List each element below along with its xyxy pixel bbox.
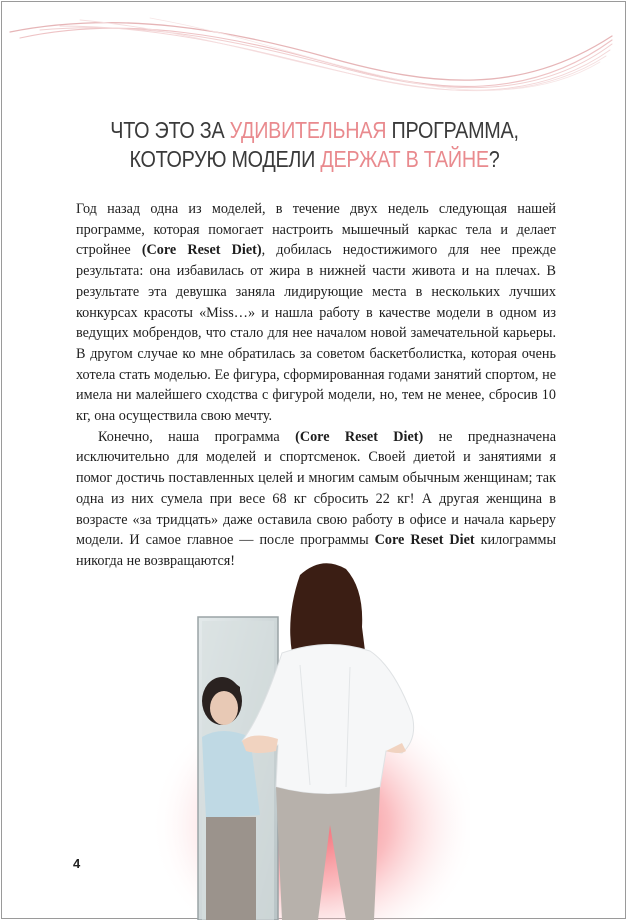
title-text: КОТОРУЮ МОДЕЛИ — [129, 146, 321, 172]
paragraph-1 — [76, 199, 556, 427]
paragraph-text: килограммы никогда не возвращаются! — [76, 532, 556, 569]
paragraph-2 — [76, 427, 556, 572]
title-line-1 — [44, 116, 585, 145]
paragraph-text: , добилась недостижимого для нее прежде результата: она избавилась от жира в нижней части живота и на плечах. В результате эта девушка заняла лидирующие места в нескольких лучших конкурсах красоты «Miss…» и нашла работу в качестве модели в одном из ведущих мобрендов, что стало для нее началом новой замечательной карьеры. В другом случае ко мне обратилась за советом баскетболистка, которая очень хотела стать моделью. Ее фигура, сформированная годами занятий спортом, не имела ни малейшего сходства с фигурой модели, но, тем не менее, сбросив 10 кг, она осуществила свою мечту. — [76, 242, 556, 425]
title-text: ПРОГРАММА, — [386, 117, 519, 143]
title-accent-text: УДИВИТЕЛЬНАЯ — [229, 117, 387, 143]
paragraph-text: Конечно, наша программа — [98, 428, 296, 445]
paragraph-text: не предназначена исключительно для моделей и спортсменок. Своей диетой и занятиями я помог достичь поставленных целей и многим самым обычным женщинам; так одна из них сумела при весе 68 кг сбросить 22 кг! А другая женщина в возрасте «за тридцать» даже оставила свою работу в офисе и начала карьеру модели. И самое главное — после программы — [76, 428, 556, 549]
woman-mirror-illustration — [150, 555, 470, 920]
title-text: ? — [488, 146, 500, 172]
decorative-waves — [0, 0, 629, 110]
paragraph-text: Год назад одна из моделей, в течение двух недель следующая нашей программе, которая помогает настроить мышечный каркас тела и делает стройнее — [76, 201, 556, 259]
page-number: 4 — [73, 856, 81, 871]
title-line-2 — [44, 145, 585, 174]
article-body — [76, 199, 556, 572]
bold-program-name: Core Reset Diet — [374, 532, 475, 549]
page-title — [44, 116, 585, 174]
title-accent-text: ДЕРЖАТ В ТАЙНЕ — [320, 146, 489, 172]
bold-program-name: (Core Reset Diet) — [295, 428, 424, 445]
title-text: ЧТО ЭТО ЗА — [110, 117, 230, 143]
bold-program-name: (Core Reset Diet) — [141, 242, 262, 259]
